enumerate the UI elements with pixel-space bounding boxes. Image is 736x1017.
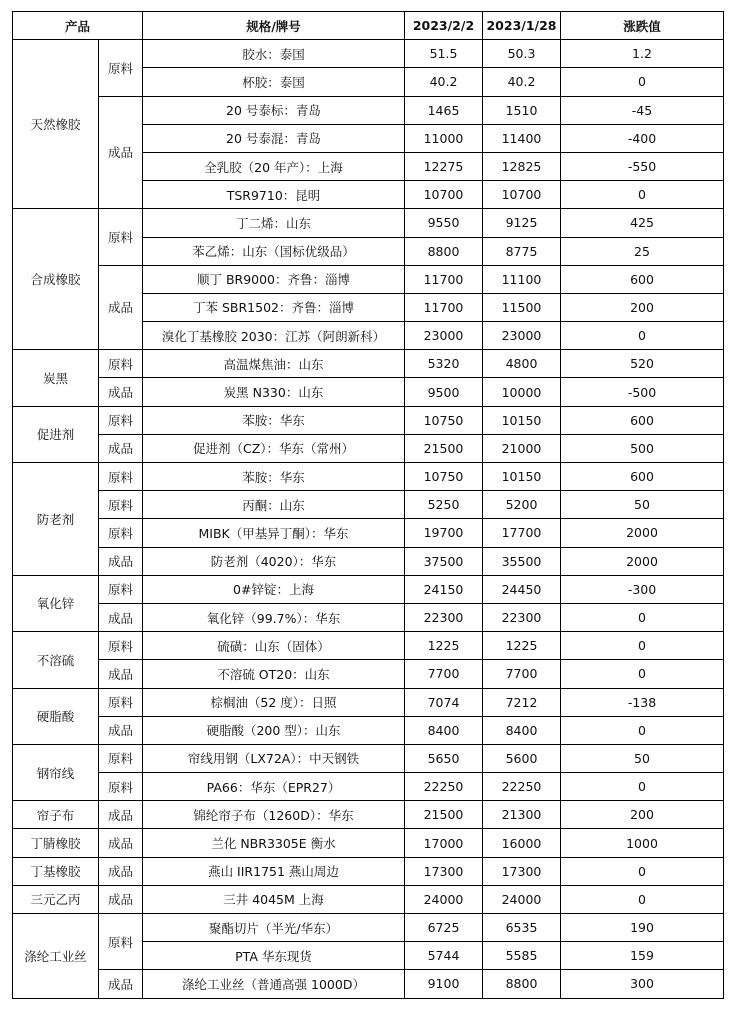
product-cell: 不溶硫 [13, 632, 99, 688]
price-current-cell: 8400 [405, 716, 483, 744]
spec-cell: 兰化 NBR3305E 衡水 [143, 829, 405, 857]
price-previous-cell: 23000 [483, 322, 561, 350]
price-current-cell: 9500 [405, 378, 483, 406]
price-previous-cell: 17300 [483, 857, 561, 885]
product-cell: 帘子布 [13, 801, 99, 829]
category-cell: 成品 [99, 265, 143, 350]
price-current-cell: 8800 [405, 237, 483, 265]
price-current-cell: 22250 [405, 773, 483, 801]
price-current-cell: 1225 [405, 632, 483, 660]
change-cell: 200 [561, 801, 724, 829]
spec-cell: 20 号泰标：青岛 [143, 96, 405, 124]
table-row [13, 603, 724, 631]
spec-cell: 溴化丁基橡胶 2030：江苏（阿朗新科） [143, 322, 405, 350]
category-cell: 成品 [99, 603, 143, 631]
price-previous-cell: 21300 [483, 801, 561, 829]
table-row [13, 829, 724, 857]
category-cell: 成品 [99, 801, 143, 829]
price-current-cell: 19700 [405, 519, 483, 547]
change-cell: -550 [561, 152, 724, 180]
table-row [13, 575, 724, 603]
table-body [13, 40, 724, 998]
category-cell: 原料 [99, 914, 143, 970]
category-cell: 成品 [99, 378, 143, 406]
price-current-cell: 10700 [405, 181, 483, 209]
price-previous-cell: 10150 [483, 463, 561, 491]
table-row [13, 716, 724, 744]
spec-cell: 苯胺：华东 [143, 463, 405, 491]
price-current-cell: 24150 [405, 575, 483, 603]
price-previous-cell: 11100 [483, 265, 561, 293]
change-cell: -300 [561, 575, 724, 603]
price-current-cell: 17300 [405, 857, 483, 885]
price-previous-cell: 21000 [483, 434, 561, 462]
change-cell: -400 [561, 124, 724, 152]
header-row [13, 12, 724, 40]
spec-cell: 三井 4045M 上海 [143, 885, 405, 913]
spec-cell: 丁苯 SBR1502：齐鲁：淄博 [143, 293, 405, 321]
product-cell: 丁腈橡胶 [13, 829, 99, 857]
change-cell: -500 [561, 378, 724, 406]
product-cell: 丁基橡胶 [13, 857, 99, 885]
spec-cell: 涤纶工业丝（普通高强 1000D） [143, 970, 405, 998]
price-current-cell: 1465 [405, 96, 483, 124]
price-previous-cell: 4800 [483, 350, 561, 378]
category-cell: 成品 [99, 829, 143, 857]
price-current-cell: 51.5 [405, 40, 483, 68]
price-current-cell: 37500 [405, 547, 483, 575]
table-row [13, 491, 724, 519]
price-current-cell: 23000 [405, 322, 483, 350]
price-previous-cell: 7700 [483, 660, 561, 688]
change-cell: 0 [561, 181, 724, 209]
table-row [13, 857, 724, 885]
product-cell: 防老剂 [13, 463, 99, 576]
price-previous-cell: 24450 [483, 575, 561, 603]
change-cell: 1.2 [561, 40, 724, 68]
change-cell: -138 [561, 688, 724, 716]
change-cell: 25 [561, 237, 724, 265]
table-row [13, 688, 724, 716]
table-row [13, 914, 724, 942]
table-row [13, 96, 724, 124]
table-row [13, 970, 724, 998]
product-cell: 三元乙丙 [13, 885, 99, 913]
table-row [13, 209, 724, 237]
price-previous-cell: 1510 [483, 96, 561, 124]
price-previous-cell: 1225 [483, 632, 561, 660]
table-row [13, 406, 724, 434]
change-cell: -45 [561, 96, 724, 124]
spec-cell: MIBK（甲基异丁酮）：华东 [143, 519, 405, 547]
price-current-cell: 11700 [405, 293, 483, 321]
price-current-cell: 21500 [405, 434, 483, 462]
category-cell: 原料 [99, 406, 143, 434]
change-cell: 0 [561, 857, 724, 885]
price-current-cell: 9550 [405, 209, 483, 237]
table-row [13, 519, 724, 547]
product-cell: 涤纶工业丝 [13, 914, 99, 999]
category-cell: 原料 [99, 491, 143, 519]
price-previous-cell: 5600 [483, 744, 561, 772]
category-cell: 原料 [99, 632, 143, 660]
product-cell: 钢帘线 [13, 744, 99, 800]
price-previous-cell: 11500 [483, 293, 561, 321]
price-previous-cell: 8775 [483, 237, 561, 265]
spec-cell: 杯胶：泰国 [143, 68, 405, 96]
spec-cell: 炭黑 N330：山东 [143, 378, 405, 406]
change-cell: 2000 [561, 547, 724, 575]
table-row [13, 434, 724, 462]
spec-cell: PA66：华东（EPR27） [143, 773, 405, 801]
price-current-cell: 10750 [405, 463, 483, 491]
change-cell: 0 [561, 660, 724, 688]
table-row [13, 378, 724, 406]
category-cell: 原料 [99, 688, 143, 716]
spec-cell: 20 号泰混：青岛 [143, 124, 405, 152]
category-cell: 原料 [99, 209, 143, 265]
price-previous-cell: 10150 [483, 406, 561, 434]
product-cell: 天然橡胶 [13, 40, 99, 209]
price-current-cell: 40.2 [405, 68, 483, 96]
price-current-cell: 7074 [405, 688, 483, 716]
spec-cell: 棕榈油（52 度）：日照 [143, 688, 405, 716]
spec-cell: 全乳胶（20 年产）：上海 [143, 152, 405, 180]
price-current-cell: 11700 [405, 265, 483, 293]
product-cell: 合成橡胶 [13, 209, 99, 350]
change-cell: 500 [561, 434, 724, 462]
table-row [13, 801, 724, 829]
spec-cell: 顺丁 BR9000：齐鲁：淄博 [143, 265, 405, 293]
spec-cell: 防老剂（4020）：华东 [143, 547, 405, 575]
category-cell: 成品 [99, 857, 143, 885]
price-previous-cell: 5585 [483, 942, 561, 970]
price-current-cell: 5250 [405, 491, 483, 519]
category-cell: 原料 [99, 744, 143, 772]
change-cell: 0 [561, 885, 724, 913]
table-row [13, 350, 724, 378]
price-previous-cell: 8400 [483, 716, 561, 744]
change-cell: 300 [561, 970, 724, 998]
change-cell: 0 [561, 716, 724, 744]
spec-cell: 0#锌锭：上海 [143, 575, 405, 603]
price-previous-cell: 22250 [483, 773, 561, 801]
category-cell: 原料 [99, 463, 143, 491]
spec-cell: 氧化锌（99.7%）：华东 [143, 603, 405, 631]
change-cell: 0 [561, 632, 724, 660]
category-cell: 成品 [99, 885, 143, 913]
spec-cell: 锦纶帘子布（1260D）：华东 [143, 801, 405, 829]
price-current-cell: 9100 [405, 970, 483, 998]
change-cell: 520 [561, 350, 724, 378]
category-cell: 原料 [99, 40, 143, 96]
change-cell: 0 [561, 603, 724, 631]
price-previous-cell: 35500 [483, 547, 561, 575]
price-previous-cell: 12825 [483, 152, 561, 180]
price-current-cell: 17000 [405, 829, 483, 857]
change-cell: 0 [561, 68, 724, 96]
product-cell: 氧化锌 [13, 575, 99, 631]
spec-cell: 苯胺：华东 [143, 406, 405, 434]
change-cell: 190 [561, 914, 724, 942]
category-cell: 原料 [99, 575, 143, 603]
spec-cell: 高温煤焦油：山东 [143, 350, 405, 378]
category-cell: 成品 [99, 547, 143, 575]
price-previous-cell: 50.3 [483, 40, 561, 68]
category-cell: 成品 [99, 660, 143, 688]
price-current-cell: 10750 [405, 406, 483, 434]
header-spec: 规格/牌号 [143, 12, 405, 40]
product-cell: 硬脂酸 [13, 688, 99, 744]
spec-cell: 硬脂酸（200 型）：山东 [143, 716, 405, 744]
spec-cell: 苯乙烯：山东（国标优级品） [143, 237, 405, 265]
price-current-cell: 7700 [405, 660, 483, 688]
spec-cell: 聚酯切片（半光/华东） [143, 914, 405, 942]
product-cell: 炭黑 [13, 350, 99, 406]
price-current-cell: 22300 [405, 603, 483, 631]
price-previous-cell: 8800 [483, 970, 561, 998]
change-cell: 1000 [561, 829, 724, 857]
change-cell: 50 [561, 744, 724, 772]
price-previous-cell: 10700 [483, 181, 561, 209]
price-previous-cell: 9125 [483, 209, 561, 237]
price-current-cell: 12275 [405, 152, 483, 180]
category-cell: 原料 [99, 350, 143, 378]
table-row [13, 632, 724, 660]
change-cell: 159 [561, 942, 724, 970]
spec-cell: 帘线用钢（LX72A）：中天钢铁 [143, 744, 405, 772]
change-cell: 600 [561, 463, 724, 491]
header-change: 涨跌值 [561, 12, 724, 40]
change-cell: 2000 [561, 519, 724, 547]
spec-cell: 丙酮：山东 [143, 491, 405, 519]
price-current-cell: 6725 [405, 914, 483, 942]
change-cell: 600 [561, 406, 724, 434]
price-current-cell: 5320 [405, 350, 483, 378]
price-current-cell: 24000 [405, 885, 483, 913]
header-date-2: 2023/1/28 [483, 12, 561, 40]
spec-cell: 胶水：泰国 [143, 40, 405, 68]
table-row [13, 660, 724, 688]
price-table [12, 11, 724, 999]
spec-cell: 硫磺：山东（固体） [143, 632, 405, 660]
price-current-cell: 5744 [405, 942, 483, 970]
change-cell: 600 [561, 265, 724, 293]
category-cell: 成品 [99, 96, 143, 209]
price-previous-cell: 24000 [483, 885, 561, 913]
price-previous-cell: 5200 [483, 491, 561, 519]
product-cell: 促进剂 [13, 406, 99, 462]
header-product: 产品 [13, 12, 143, 40]
price-previous-cell: 22300 [483, 603, 561, 631]
price-previous-cell: 6535 [483, 914, 561, 942]
change-cell: 200 [561, 293, 724, 321]
price-current-cell: 11000 [405, 124, 483, 152]
table-row [13, 744, 724, 772]
change-cell: 0 [561, 773, 724, 801]
price-current-cell: 21500 [405, 801, 483, 829]
spec-cell: PTA 华东现货 [143, 942, 405, 970]
category-cell: 成品 [99, 434, 143, 462]
price-previous-cell: 11400 [483, 124, 561, 152]
header-date-1: 2023/2/2 [405, 12, 483, 40]
spec-cell: 燕山 IIR1751 燕山周边 [143, 857, 405, 885]
change-cell: 0 [561, 322, 724, 350]
category-cell: 原料 [99, 519, 143, 547]
table-row [13, 40, 724, 68]
price-current-cell: 5650 [405, 744, 483, 772]
change-cell: 50 [561, 491, 724, 519]
price-previous-cell: 7212 [483, 688, 561, 716]
spec-cell: TSR9710：昆明 [143, 181, 405, 209]
table-row [13, 773, 724, 801]
price-previous-cell: 16000 [483, 829, 561, 857]
table-row [13, 885, 724, 913]
price-previous-cell: 40.2 [483, 68, 561, 96]
price-previous-cell: 10000 [483, 378, 561, 406]
category-cell: 成品 [99, 716, 143, 744]
spec-cell: 不溶硫 OT20：山东 [143, 660, 405, 688]
spec-cell: 促进剂（CZ）：华东（常州） [143, 434, 405, 462]
spec-cell: 丁二烯：山东 [143, 209, 405, 237]
change-cell: 425 [561, 209, 724, 237]
table-row [13, 265, 724, 293]
table-row [13, 463, 724, 491]
category-cell: 成品 [99, 970, 143, 998]
price-previous-cell: 17700 [483, 519, 561, 547]
table-row [13, 547, 724, 575]
category-cell: 原料 [99, 773, 143, 801]
